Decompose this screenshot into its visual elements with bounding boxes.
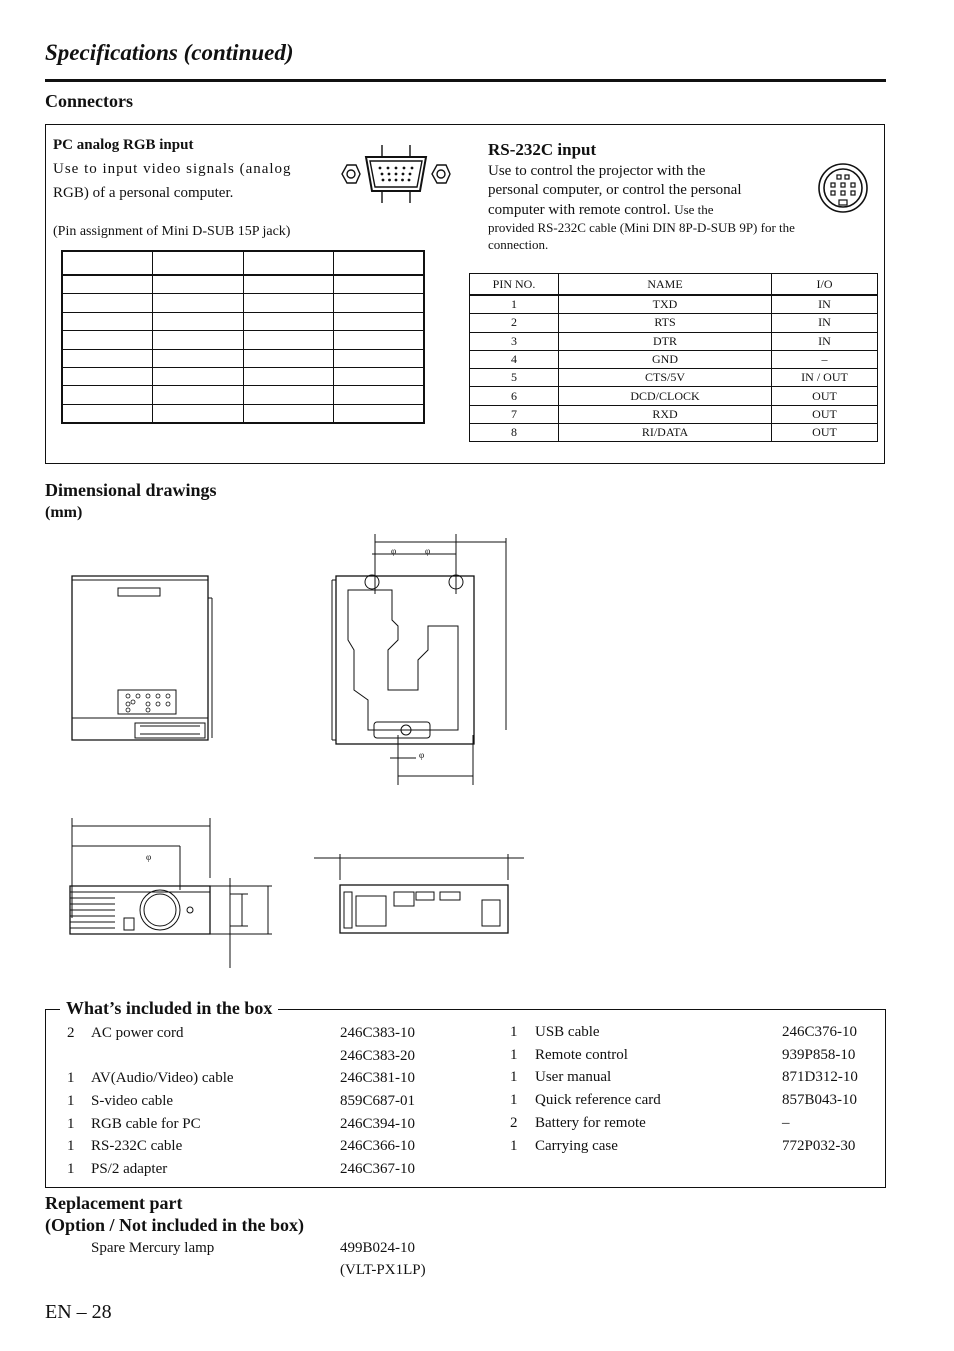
list-item-qty: 1 xyxy=(510,1047,518,1063)
replacement-name: Spare Mercury lamp xyxy=(91,1240,215,1256)
dimensional-heading-1: Dimensional drawings xyxy=(45,480,217,500)
list-item-code: 246C394-10 xyxy=(340,1116,415,1132)
list-item-name: Carrying case xyxy=(535,1138,618,1154)
connectors-heading: Connectors xyxy=(45,91,133,111)
list-item-name: Battery for remote xyxy=(535,1115,646,1131)
table-row xyxy=(62,294,424,312)
cell: 8 xyxy=(470,424,559,442)
list-item-qty: 1 xyxy=(510,1138,518,1154)
list-item-qty: 2 xyxy=(67,1025,75,1041)
list-item-code: 246C376-10 xyxy=(782,1024,857,1040)
phi-label-3: φ xyxy=(419,750,425,760)
cell: IN xyxy=(772,295,878,314)
cell: GND xyxy=(559,350,772,368)
dimensional-heading-2: (mm) xyxy=(45,504,83,521)
cell: DCD/CLOCK xyxy=(559,387,772,405)
cell: RI/DATA xyxy=(559,424,772,442)
rs232-desc-3b: Use the xyxy=(674,202,714,217)
table-row xyxy=(470,405,878,423)
replacement-heading-1: Replacement part xyxy=(45,1193,183,1213)
dsub-connector-icon xyxy=(338,143,454,205)
pc-rgb-title: PC analog RGB input xyxy=(53,137,194,153)
phi-label-4: φ xyxy=(146,852,152,862)
rear-view-drawing xyxy=(312,850,527,940)
cell: 6 xyxy=(470,387,559,405)
cell: IN xyxy=(772,314,878,332)
table-row xyxy=(470,424,878,442)
list-item-code: – xyxy=(782,1115,790,1131)
top-view-drawing xyxy=(60,568,220,748)
cell: CTS/5V xyxy=(559,369,772,387)
cell: RXD xyxy=(559,405,772,423)
table-row xyxy=(470,332,878,350)
list-item-code: 939P858-10 xyxy=(782,1047,856,1063)
list-item-code: 859C687-01 xyxy=(340,1093,415,1109)
cell: 3 xyxy=(470,332,559,350)
cell: – xyxy=(772,350,878,368)
list-item-code: 246C367-10 xyxy=(340,1161,415,1177)
list-item-code: 857B043-10 xyxy=(782,1092,857,1108)
table-row xyxy=(470,350,878,368)
list-item-name: AV(Audio/Video) cable xyxy=(91,1070,234,1086)
rs232-desc-3 xyxy=(488,200,714,220)
list-item-code: 246C383-10 xyxy=(340,1025,415,1041)
list-item-name: AC power cord xyxy=(91,1025,184,1041)
rs232-pin-table xyxy=(469,273,878,442)
cell: 4 xyxy=(470,350,559,368)
table-row xyxy=(62,386,424,404)
table-row xyxy=(470,387,878,405)
table-row xyxy=(62,367,424,385)
list-item-name: Remote control xyxy=(535,1047,628,1063)
page-title: Specifications (continued) xyxy=(45,40,294,65)
table-header-row xyxy=(470,274,878,296)
list-item-name: Quick reference card xyxy=(535,1092,661,1108)
cell: 1 xyxy=(470,295,559,314)
list-item-qty: 1 xyxy=(67,1116,75,1132)
pc-rgb-desc-1: Use to input video signals (analog xyxy=(53,161,292,177)
list-item-name: PS/2 adapter xyxy=(91,1161,168,1177)
table-row xyxy=(62,331,424,349)
replacement-heading-2: (Option / Not included in the box) xyxy=(45,1215,305,1235)
list-item-name: S-video cable xyxy=(91,1093,174,1109)
list-item-qty: 1 xyxy=(67,1070,75,1086)
list-item-code: 246C366-10 xyxy=(340,1138,415,1154)
list-item-code: 246C381-10 xyxy=(340,1070,415,1086)
list-item-qty: 1 xyxy=(67,1138,75,1154)
rs232-desc-3a: computer with remote control. xyxy=(488,202,671,218)
cell: OUT xyxy=(772,387,878,405)
table-row xyxy=(62,251,424,275)
table-row xyxy=(470,314,878,332)
list-item-qty: 2 xyxy=(510,1115,518,1131)
table-row xyxy=(470,295,878,314)
list-item-name: User manual xyxy=(535,1069,612,1085)
cell: RTS xyxy=(559,314,772,332)
table-row xyxy=(62,312,424,330)
replacement-code: 499B024-10 xyxy=(340,1240,415,1256)
cell: 5 xyxy=(470,369,559,387)
rs232-desc-4: provided RS-232C cable (Mini DIN 8P-D-SUB 9P) for the xyxy=(488,220,795,235)
table-row xyxy=(62,275,424,294)
table-row xyxy=(62,404,424,423)
cell: OUT xyxy=(772,424,878,442)
pin-caption: (Pin assignment of Mini D-SUB 15P jack) xyxy=(53,224,291,239)
replacement-code-2: (VLT-PX1LP) xyxy=(340,1262,426,1278)
list-item-qty: 1 xyxy=(510,1069,518,1085)
rs232-desc-1: Use to control the projector with the xyxy=(488,163,706,179)
list-item-qty: 1 xyxy=(67,1093,75,1109)
bottom-view-drawing xyxy=(328,530,518,785)
cell: 7 xyxy=(470,405,559,423)
list-item-code: 246C383-20 xyxy=(340,1048,415,1064)
list-item-qty: 1 xyxy=(67,1161,75,1177)
phi-label-1: φ xyxy=(391,546,397,556)
phi-label-2: φ xyxy=(425,546,431,556)
mini-din-connector-icon xyxy=(816,161,870,215)
cell: OUT xyxy=(772,405,878,423)
front-view-drawing xyxy=(60,818,280,973)
cell: TXD xyxy=(559,295,772,314)
list-item-name: USB cable xyxy=(535,1024,600,1040)
box-heading: What’s included in the box xyxy=(60,998,278,1019)
title-rule xyxy=(45,79,886,82)
rs232-desc-5: connection. xyxy=(488,237,549,252)
table-row xyxy=(470,369,878,387)
table-row xyxy=(62,349,424,367)
cell: DTR xyxy=(559,332,772,350)
list-item-code: 772P032-30 xyxy=(782,1138,856,1154)
rs232-desc-2: personal computer, or control the personal xyxy=(488,182,742,198)
header-pin: PIN NO. xyxy=(470,274,559,296)
cell: IN xyxy=(772,332,878,350)
cell: IN / OUT xyxy=(772,369,878,387)
list-item-name: RGB cable for PC xyxy=(91,1116,201,1132)
rs232-title: RS-232C input xyxy=(488,140,597,159)
pc-rgb-desc-2: RGB) of a personal computer. xyxy=(53,185,234,201)
header-name: NAME xyxy=(559,274,772,296)
list-item-qty: 1 xyxy=(510,1024,518,1040)
list-item-qty: 1 xyxy=(510,1092,518,1108)
list-item-code: 871D312-10 xyxy=(782,1069,858,1085)
dsub-pin-table xyxy=(61,250,425,424)
cell: 2 xyxy=(470,314,559,332)
header-io: I/O xyxy=(772,274,878,296)
page-number: EN – 28 xyxy=(45,1301,112,1323)
list-item-name: RS-232C cable xyxy=(91,1138,183,1154)
